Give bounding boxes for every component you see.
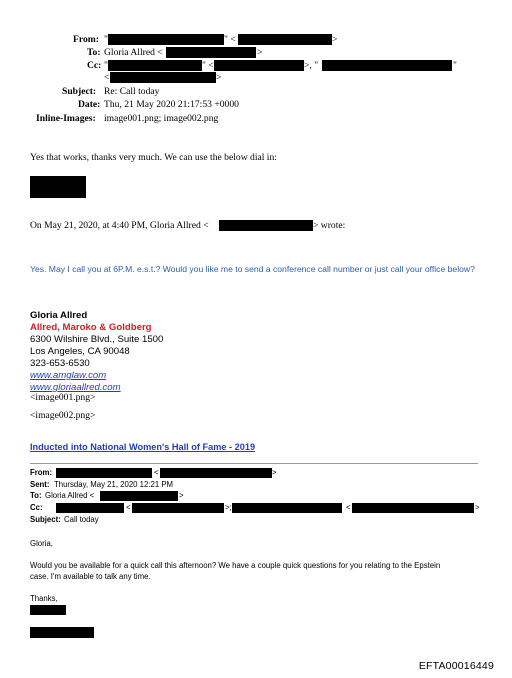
from-label: From: (73, 34, 99, 45)
redaction-bar (214, 60, 304, 71)
inline-images-value: image001.png; image002.png (104, 113, 219, 124)
inline-image1-placeholder: <image001.png> (30, 392, 96, 403)
signature-firm: Allred, Maroko & Goldberg (30, 322, 152, 333)
redaction-bar (166, 47, 256, 58)
orig-cc-sep1: < (126, 503, 131, 512)
signature-address1: 6300 Wilshire Blvd., Suite 1500 (30, 334, 164, 345)
cc-open-quote: " (104, 60, 108, 71)
orig-to-close: > (179, 491, 184, 500)
redaction-bar (110, 72, 216, 83)
cc-mid1: " < (202, 60, 214, 71)
signature-address2: Los Angeles, CA 90048 (30, 346, 130, 357)
quote-intro-start: On May 21, 2020, at 4:40 PM, Gloria Allred < (30, 220, 209, 231)
to-label: To: (87, 47, 101, 58)
from-open-quote: " (104, 34, 108, 45)
subject-label: Subject: (62, 86, 97, 97)
redaction-bar (238, 34, 332, 45)
redaction-bar (352, 503, 474, 513)
orig-cc-sep2: >; (225, 503, 232, 512)
subject-value: Re: Call today (104, 86, 160, 97)
orig-greeting: Gloria, (30, 539, 53, 548)
redaction-bar (132, 503, 224, 513)
cc-label: Cc: (87, 60, 102, 71)
reply-text: Yes that works, thanks very much. We can use the below dial in: (30, 152, 277, 163)
orig-body-line1: Would you be available for a quick call this afternoon? We have a couple quick questions for you relating to the Epstein (30, 561, 441, 570)
date-label: Date: (78, 99, 101, 110)
redaction-bar (100, 491, 178, 501)
redaction-bar (108, 34, 224, 45)
cc-mid2: >, " (304, 60, 319, 71)
signature-name: Gloria Allred (30, 310, 88, 321)
quote-intro-end: > wrote: (313, 220, 346, 231)
orig-from-close: > (272, 468, 277, 477)
quote-text: Yes. May I call you at 6P.M. e.s.t.? Would you like me to send a conference call number or just call your office below? (30, 264, 475, 274)
orig-cc-close: > (475, 503, 480, 512)
redaction-bar (219, 220, 313, 231)
redaction-bar (322, 60, 452, 71)
orig-to-label: To: (30, 491, 42, 500)
document-id: EFTA00016449 (418, 660, 494, 672)
orig-subject-value: Call today (64, 515, 99, 524)
redaction-bar (30, 627, 94, 638)
redaction-bar (160, 468, 272, 478)
orig-from-mid: < (154, 468, 159, 477)
redaction-bar (30, 187, 86, 198)
orig-subject-label: Subject: (30, 515, 61, 524)
hall-of-fame-link[interactable]: Inducted into National Women's Hall of Fame - 2019 (30, 442, 256, 452)
cc-line2-close: > (216, 72, 222, 83)
redaction-bar (56, 503, 124, 513)
redaction-bar (30, 176, 86, 187)
redaction-bar (232, 503, 342, 513)
signature-phone: 323-653-6530 (30, 358, 90, 369)
inline-image2-placeholder: <image002.png> (30, 410, 96, 421)
orig-from-label: From: (30, 468, 53, 477)
from-mid: " < (224, 34, 236, 45)
cc-line2-open: < (104, 72, 110, 83)
date-value: Thu, 21 May 2020 21:17:53 +0000 (104, 99, 239, 110)
to-value: Gloria Allred < (104, 47, 163, 58)
orig-to-value: Gloria Allred < (45, 491, 95, 500)
orig-cc-sep3: < (346, 503, 351, 512)
orig-closing: Thanks, (30, 594, 58, 603)
to-close: > (257, 47, 263, 58)
redaction-bar (108, 60, 202, 71)
orig-cc-label: Cc: (30, 503, 43, 512)
from-close: > (332, 34, 338, 45)
inline-images-label: Inline-Images: (36, 113, 96, 124)
cc-close1: " (453, 60, 457, 71)
redaction-bar (56, 468, 152, 478)
orig-body-line2: case. I'm available to talk any time. (30, 572, 151, 581)
orig-sent-value: Thursday, May 21, 2020 12:21 PM (54, 480, 174, 489)
signature-link-gloriaallred[interactable]: www.gloriaallred.com (30, 382, 121, 393)
divider (30, 463, 478, 464)
orig-sent-label: Sent: (30, 480, 50, 489)
signature-link-amglaw[interactable]: www.amglaw.com (30, 370, 107, 381)
redaction-bar (30, 605, 66, 615)
